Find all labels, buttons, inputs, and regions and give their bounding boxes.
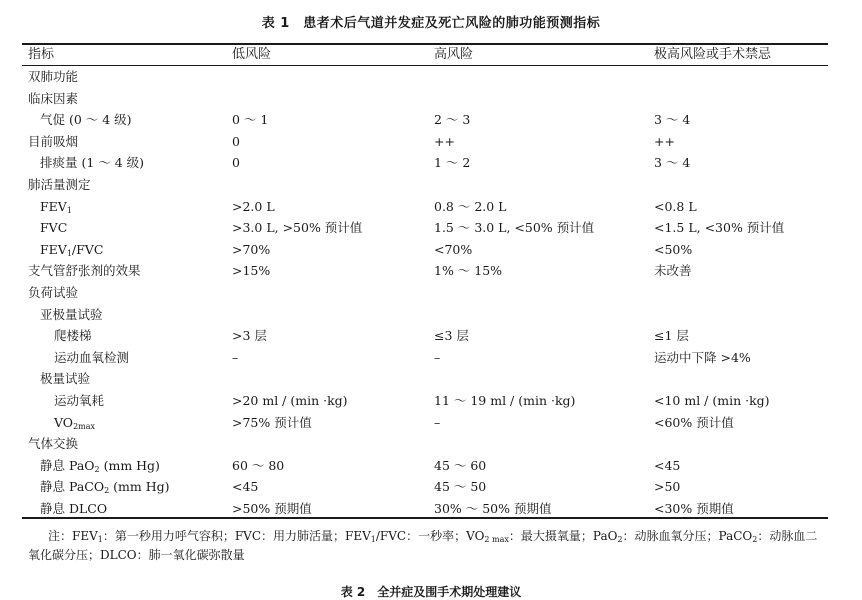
very-high-risk-value: ≤1 层	[654, 328, 689, 344]
table-row	[0, 239, 862, 261]
row-label: 肺活量测定	[28, 177, 91, 192]
high-risk-value: 30% ～ 50% 预期值	[434, 501, 552, 516]
row-label: 极量试验	[40, 371, 91, 387]
very-high-risk-value: <0.8 L	[654, 198, 697, 214]
row-label: FVC	[40, 220, 68, 236]
high-risk-value: ≤3 层	[434, 328, 469, 344]
table-row	[0, 325, 862, 347]
high-risk-value: 1% ～ 15%	[434, 263, 503, 279]
low-risk-value: >3.0 L, >50% 预计值	[232, 220, 363, 236]
row-label: 爬楼梯	[54, 328, 92, 344]
low-risk-value: >15%	[232, 263, 271, 279]
table-row	[0, 304, 862, 326]
table-footnote: 注：$FEV_1$：第一秒用力呼气容积；FVC：用力肺活量；$FEV_1$/FVC：一秒率；$VO_{2 max}$：最大摄氧量；PaO$_2$：动脉血氧分压；PaCO$_2$：动脉血二氧化碳分压；DLCO：肺一氧化碳弥散量	[28, 529, 818, 562]
row-label: 运动血氧检测	[54, 349, 130, 365]
table-title: 表 1 患者术后气道并发症及死亡风险的肺功能预测指标	[261, 16, 601, 31]
very-high-risk-value: >50	[654, 479, 681, 495]
low-risk-value: 0	[232, 155, 240, 171]
very-high-risk-value: 运动中下降 >4%	[654, 349, 751, 365]
very-high-risk-value: <50%	[654, 241, 693, 257]
table-row	[0, 282, 862, 304]
table-row	[0, 131, 862, 153]
table-row	[0, 217, 862, 239]
row-label: 临床因素	[28, 90, 79, 106]
high-risk-value: 45 ～ 50	[434, 479, 487, 495]
row-label: $VO_{2max}$	[54, 414, 96, 431]
row-label: 负荷试验	[28, 285, 79, 300]
high-risk-value: ++	[434, 133, 455, 149]
row-label: 排痰量 (1 ～ 4 级)	[40, 155, 145, 171]
very-high-risk-value: 未改善	[654, 263, 692, 279]
header-indicator: 指标	[28, 47, 55, 62]
table-row	[0, 174, 862, 196]
row-label: 亚极量试验	[40, 306, 103, 322]
row-label: $FEV_1$/FVC	[40, 241, 104, 258]
table-row	[0, 455, 862, 477]
table-row	[0, 88, 862, 110]
table-row	[0, 368, 862, 390]
very-high-risk-value: <60% 预计值	[654, 414, 734, 430]
very-high-risk-value: 3 ～ 4	[654, 155, 691, 171]
table-row	[0, 412, 862, 434]
row-label: 运动氧耗	[54, 393, 105, 408]
very-high-risk-value: ++	[654, 133, 675, 149]
low-risk-value: 0	[232, 133, 240, 149]
high-risk-value: 1.5 ～ 3.0 L, <50% 预计值	[434, 220, 595, 236]
very-high-risk-value: <10 ml / (min ·kg)	[654, 393, 770, 408]
low-risk-value: >20 ml / (min ·kg)	[232, 393, 348, 408]
table-row	[0, 66, 862, 88]
row-label: 气促 (0 ～ 4 级)	[40, 112, 132, 128]
very-high-risk-value: <45	[654, 457, 681, 473]
high-risk-value: –	[434, 414, 441, 430]
very-high-risk-value: 3 ～ 4	[654, 112, 691, 128]
high-risk-value: 2 ～ 3	[434, 112, 471, 128]
row-label: 目前吸烟	[28, 133, 79, 149]
low-risk-value: 0 ～ 1	[232, 112, 269, 128]
row-label: 静息 DLCO	[40, 501, 108, 516]
table-row	[0, 109, 862, 131]
high-risk-value: <70%	[434, 241, 473, 257]
low-risk-value: >2.0 L	[232, 198, 275, 214]
row-label: 静息 PaO$_2$ (mm Hg)	[40, 457, 160, 474]
table-bottom-rule	[22, 517, 828, 519]
table-row	[0, 260, 862, 282]
low-risk-value: >50% 预期值	[232, 501, 312, 516]
table-row	[0, 433, 862, 455]
header-very-high-risk: 极高风险或手术禁忌	[654, 47, 772, 62]
high-risk-value: 1 ～ 2	[434, 155, 471, 171]
low-risk-value: –	[232, 349, 239, 365]
header-high-risk: 高风险	[434, 47, 474, 62]
low-risk-value: 60 ～ 80	[232, 457, 285, 473]
low-risk-value: >3 层	[232, 328, 267, 344]
low-risk-value: >70%	[232, 241, 271, 257]
high-risk-value: 11 ～ 19 ml / (min ·kg)	[434, 393, 576, 408]
high-risk-value: 45 ～ 60	[434, 457, 487, 473]
row-label: 双肺功能	[28, 69, 79, 84]
high-risk-value: 0.8 ～ 2.0 L	[434, 198, 507, 214]
very-high-risk-value: <30% 预期值	[654, 501, 734, 516]
next-table-title: 表 2 全并症及围手术期处理建议	[340, 585, 522, 599]
header-low-risk: 低风险	[232, 47, 272, 62]
high-risk-value: –	[434, 349, 441, 365]
row-label: $FEV_1$	[40, 198, 72, 215]
low-risk-value: <45	[232, 479, 259, 495]
table-row	[0, 347, 862, 369]
table-row	[0, 152, 862, 174]
row-label: 气体交换	[28, 436, 79, 452]
row-label: 支气管舒张剂的效果	[28, 263, 141, 279]
low-risk-value: >75% 预计值	[232, 414, 312, 430]
table-row	[0, 196, 862, 218]
very-high-risk-value: <1.5 L, <30% 预计值	[654, 220, 785, 236]
table-row	[0, 390, 862, 412]
row-label: 静息 PaCO$_2$ (mm Hg)	[40, 479, 170, 496]
table-row	[0, 476, 862, 498]
